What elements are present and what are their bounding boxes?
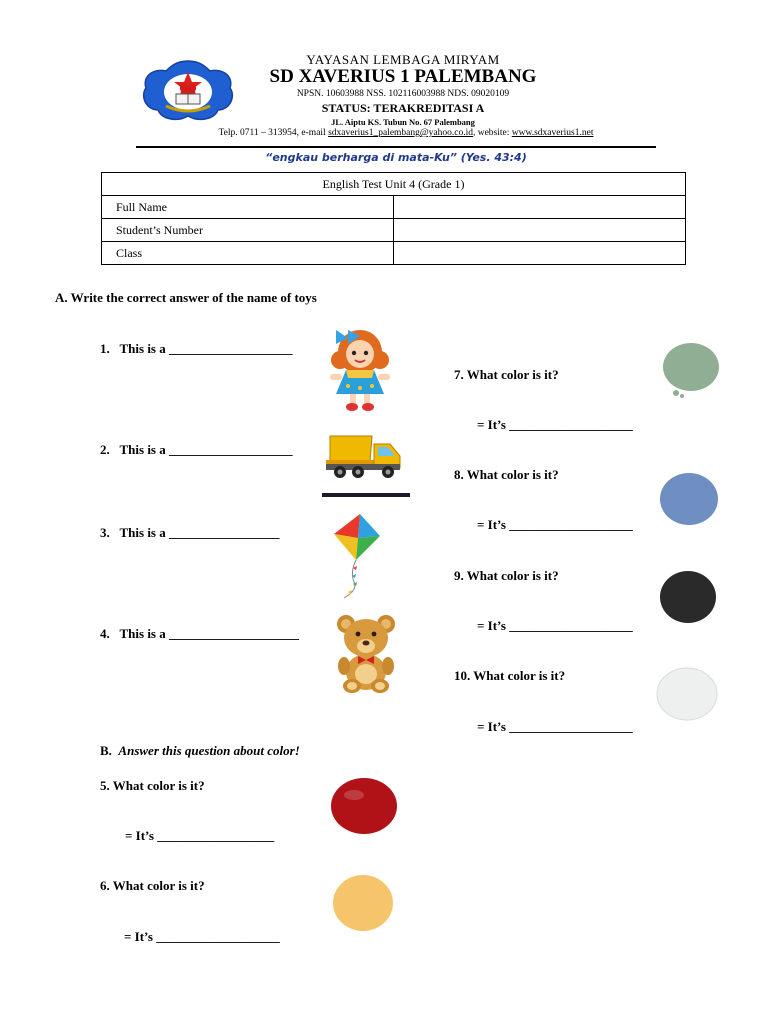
table-row xyxy=(102,242,686,265)
school-address: JL. Aiptu KS. Tubun No. 67 Palembang xyxy=(331,117,475,127)
kite-icon xyxy=(330,512,382,600)
section-b-instruction: Answer this question about color! xyxy=(118,743,300,758)
answer-5[interactable]: = It’s __________________ xyxy=(125,828,275,843)
red-color-swatch xyxy=(330,777,398,835)
question-number: 3. xyxy=(100,525,110,540)
student-number-field[interactable] xyxy=(394,219,686,242)
section-b-title xyxy=(100,743,300,759)
swatch-fill xyxy=(333,875,393,931)
question-number: 2. xyxy=(100,442,110,457)
blue-color-swatch xyxy=(659,472,719,526)
swatch-fill xyxy=(331,778,397,834)
school-logo xyxy=(140,58,236,124)
question-5: 5. What color is it? xyxy=(100,778,205,793)
accreditation-status: STATUS: TERAKREDITASI A xyxy=(321,101,485,115)
question-text[interactable]: This is a _________________ xyxy=(119,525,280,540)
question-9: 9. What color is it? xyxy=(454,568,559,583)
answer-9[interactable]: = It’s ___________________ xyxy=(477,618,633,633)
student-info-table xyxy=(101,172,686,265)
swatch-drip xyxy=(673,390,679,396)
swatch-fill xyxy=(657,668,717,720)
answer-6[interactable]: = It’s ___________________ xyxy=(124,929,280,944)
swatch-fill xyxy=(660,473,718,525)
sage-green-color-swatch xyxy=(662,342,720,400)
contact-website-label: , website: xyxy=(472,128,512,138)
question-text[interactable]: This is a ___________________ xyxy=(119,341,293,356)
black-color-swatch xyxy=(659,570,717,624)
email-link[interactable]: sdxaverius1_palembang@yahoo.co.id xyxy=(328,128,473,138)
question-number: 1. xyxy=(100,341,110,356)
foundation-name: YAYASAN LEMBAGA MIRYAM xyxy=(306,52,500,67)
answer-7[interactable]: = It’s ___________________ xyxy=(477,417,633,432)
full-name-label: Full Name xyxy=(102,196,394,219)
answer-8[interactable]: = It’s ___________________ xyxy=(477,517,633,532)
class-field[interactable] xyxy=(394,242,686,265)
section-b-letter: B. xyxy=(100,743,112,758)
question-8: 8. What color is it? xyxy=(454,467,559,482)
school-motto: “engkau berharga di mata-Ku” (Yes. 43:4) xyxy=(265,151,527,164)
full-name-field[interactable] xyxy=(394,196,686,219)
question-3 xyxy=(100,525,280,541)
class-label: Class xyxy=(102,242,394,265)
student-number-label: Student’s Number xyxy=(102,219,394,242)
question-10: 10. What color is it? xyxy=(454,668,566,683)
header-divider xyxy=(136,146,656,148)
yellow-color-swatch xyxy=(332,874,394,932)
white-color-swatch xyxy=(656,667,718,721)
swatch-fill xyxy=(660,571,716,623)
question-6: 6. What color is it? xyxy=(100,878,205,893)
swatch-drip xyxy=(680,394,684,398)
question-text[interactable]: This is a ___________________ xyxy=(119,442,293,457)
swatch-fill xyxy=(663,343,719,391)
question-4 xyxy=(100,626,299,642)
doll-icon xyxy=(326,326,394,412)
table-row xyxy=(102,219,686,242)
registration-numbers: NPSN. 10603988 NSS. 102116003988 NDS. 09020109 xyxy=(296,89,510,99)
teddy-bear-icon xyxy=(334,612,398,694)
table-row xyxy=(102,196,686,219)
answer-10[interactable]: = It’s ___________________ xyxy=(477,719,633,734)
question-text[interactable]: This is a ____________________ xyxy=(119,626,299,641)
school-name: SD XAVERIUS 1 PALEMBANG xyxy=(269,66,537,87)
truck-icon xyxy=(322,430,410,500)
question-number: 4. xyxy=(100,626,110,641)
question-7: 7. What color is it? xyxy=(454,367,559,382)
section-a-title: A. Write the correct answer of the name of toys xyxy=(55,290,317,305)
contact-line xyxy=(176,128,636,138)
website-link[interactable]: www.sdxaverius1.net xyxy=(511,128,594,138)
test-title: English Test Unit 4 (Grade 1) xyxy=(102,173,686,196)
question-1 xyxy=(100,341,293,357)
contact-phone: Telp. 0711 – 313954, e-mail xyxy=(218,128,329,138)
question-2 xyxy=(100,442,293,458)
